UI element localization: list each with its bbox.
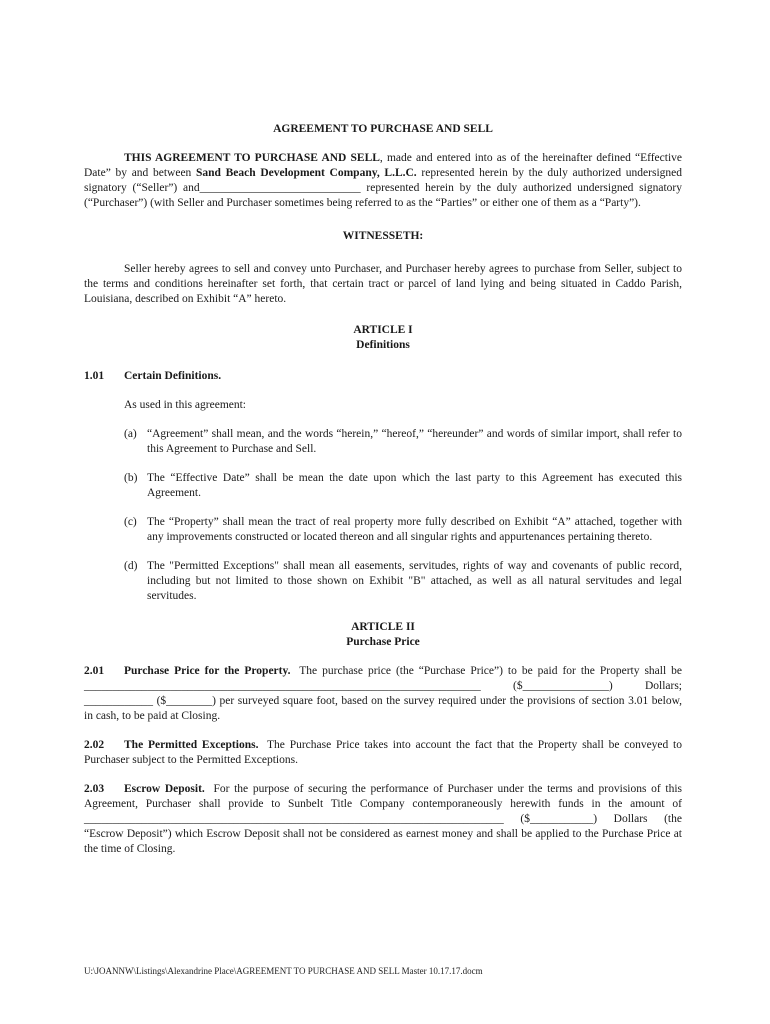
item-label: (d)	[124, 560, 138, 572]
section-number: 2.02	[84, 739, 105, 751]
item-text: The “Effective Date” shall be mean the date upon which the last party to this Agreement has executed this Agreement.	[147, 472, 682, 499]
item-text: “Agreement” shall mean, and the words “herein,” “hereof,” “hereunder” and words of similar import, shall refer to this Agreement to Purchase and Sell.	[147, 428, 682, 455]
section-number: 1.01	[84, 370, 105, 382]
definition-item	[84, 515, 682, 545]
witnesseth-heading: WITNESSETH:	[342, 230, 424, 242]
section-title: Escrow Deposit.	[124, 783, 205, 795]
section-text: The Purchase Price takes into account the fact that the Property shall be conveyed to Purchaser subject to the Permitted Exceptions.	[84, 739, 683, 766]
article-2-heading	[84, 620, 682, 650]
section-number: 2.01	[84, 665, 105, 677]
definition-item	[84, 559, 682, 604]
article-1-label: ARTICLE I	[353, 324, 413, 336]
section-title: Purchase Price for the Property.	[124, 665, 291, 677]
intro-part2: represented herein by the duly authorized undersigned signatory (“Seller”) and____________________________ represented herein by the duly authorized undersigned signatory (“Purchaser”) (with Seller and Purchaser sometimes being referred to as the “Parties” or either one of them as a “Party”).	[84, 167, 682, 209]
article-2-subtitle: Purchase Price	[346, 636, 420, 648]
article-1-subtitle: Definitions	[356, 339, 410, 351]
section-text: The purchase price (the “Purchase Price”) to be paid for the Property shall be _____________________________________________________________________ ($_______________) Dollars; ____________ ($________) per surveyed square foot, based on the survey required under the provisions of section 3.01 below, in cash, to be paid at Closing.	[84, 665, 683, 722]
witnesseth-paragraph: Seller hereby agrees to sell and convey unto Purchaser, and Purchaser hereby agrees to purchase from Seller, subject to the terms and conditions hereinafter set forth, that certain tract or parcel of land lying and being situated in Caddo Parish, Louisiana, described on Exhibit “A” hereto.	[84, 263, 682, 305]
item-text: The “Property” shall mean the tract of real property more fully described on Exhibit “A” attached, together with any improvements constructed or located thereon and all singular rights and appurtenances pertaining thereto.	[147, 516, 682, 543]
section-2-03	[84, 782, 682, 857]
section-title: The Permitted Exceptions.	[124, 739, 259, 751]
definition-item	[84, 427, 682, 457]
intro-lead: THIS AGREEMENT TO PURCHASE AND SELL	[124, 152, 380, 164]
intro-paragraph	[84, 151, 682, 211]
definition-item	[84, 471, 682, 501]
intro-part1: , made and entered into as of the hereinafter defined “Effective Date” by and between	[84, 152, 683, 179]
item-text: The "Permitted Exceptions" shall mean all easements, servitudes, rights of way and covenants of public record, including but not limited to those shown on Exhibit "B" attached, as well as all natural servitudes and legal servitudes.	[147, 560, 682, 602]
article-2-label: ARTICLE II	[351, 621, 415, 633]
footer-file-path: U:\JOANNW\Listings\Alexandrine Place\AGREEMENT TO PURCHASE AND SELL Master 10.17.17.docm	[84, 966, 483, 976]
item-label: (b)	[124, 472, 138, 484]
section-title: Certain Definitions.	[124, 370, 222, 382]
item-label: (c)	[124, 516, 137, 528]
seller-name: Sand Beach Development Company, L.L.C.	[196, 167, 417, 179]
document-title: AGREEMENT TO PURCHASE AND SELL	[273, 123, 493, 135]
section-number: 2.03	[84, 783, 105, 795]
section-1-01-heading	[84, 369, 682, 384]
section-2-02	[84, 738, 682, 768]
document-body	[84, 122, 682, 857]
section-text: For the purpose of securing the performance of Purchaser under the terms and provisions of this Agreement, Purchaser shall provide to Sunbelt Title Company contemporaneously herewith funds in the amount of _________________________________________________________________________ ($___________) Dollars (the “Escrow Deposit”) which Escrow Deposit shall not be considered as earnest money and shall be applied to the Purchase Price at the time of Closing.	[84, 783, 682, 855]
section-2-01	[84, 664, 682, 724]
article-1-heading	[84, 323, 682, 353]
item-label: (a)	[124, 428, 137, 440]
definitions-lead: As used in this agreement:	[124, 399, 247, 411]
